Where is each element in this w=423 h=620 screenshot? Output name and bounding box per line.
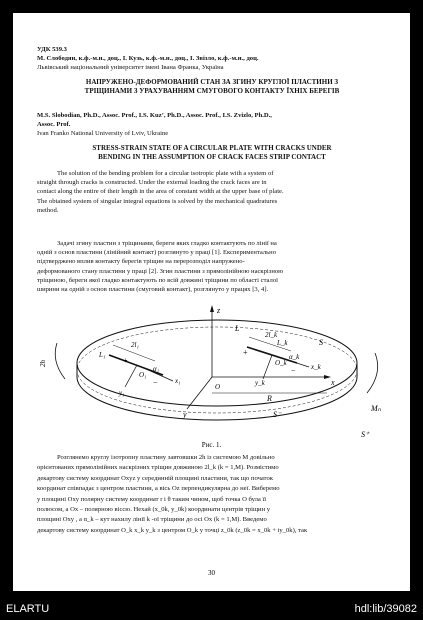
footer-handle-link[interactable]: hdl:lib/39082	[354, 603, 417, 615]
label-Mn: Mₙ	[371, 404, 381, 413]
body-line: орієнтованих прямолінійних наскрізних тріщин довжиною 2l_k (k = 1,M). Розмістимо	[37, 464, 279, 472]
title-english-line-2: BENDING IN THE ASSUMPTION OF CRACK FACES STRIP CONTACT	[98, 153, 326, 161]
title-ukrainian-line-1: НАПРУЖЕНО-ДЕФОРМОВАНИЙ СТАН ЗА ЗГИНУ КРУГЛОЇ ПЛАСТИНИ З	[85, 78, 339, 86]
abstract-line: contact along the entire of their length in the area of constant width at the upper base of plate.	[37, 188, 284, 196]
axis-yk	[263, 355, 272, 379]
abstract-line: straight through cracks is constructed. Under the external loading the crack faces are in	[37, 179, 267, 187]
intro-line: ширини на одній з основ пластини (смуговий контакт), розглянуто у працях [3, 4].	[37, 286, 269, 294]
abstract-line: The obtained system of singular integral equations is solved by the mechanical quadratures	[37, 197, 278, 205]
page-number: 30	[208, 569, 215, 577]
authors-ukrainian: М. Слободян, к.ф.-м.н., доц., І. Кузь, к.ф.-м.н., доц., І. Звізло, к.ф.-м.н., доц.	[37, 55, 259, 62]
footer-left-label: ELARTU	[6, 603, 50, 615]
label-Lk: L_k	[277, 339, 288, 347]
label-R: R	[267, 394, 272, 403]
udk-code: УДК 539.3	[37, 46, 67, 53]
figure-circular-plate	[27, 301, 397, 441]
label-2lk: 2l_k	[265, 331, 278, 339]
figure-caption: Рис. 1.	[201, 441, 222, 449]
document-page	[13, 13, 410, 591]
label-Ok: O_k	[275, 359, 287, 367]
label-alpha1: α₁	[153, 365, 160, 373]
label-S: S	[319, 338, 323, 347]
authors-english-line-1: M.S. Slobodian, Ph.D., Assoc. Prof., I.S. Kuz’, Ph.D., Assoc. Prof., I.S. Zvizlo, Ph.D.,	[37, 112, 272, 119]
label-y1: y₁	[119, 389, 125, 397]
label-L1: L₁	[99, 351, 106, 359]
label-L: L	[235, 324, 240, 333]
affiliation-ukrainian: Львівський національний університет імені Івана Франка, Україна	[37, 64, 224, 71]
label-Splus: S⁺	[361, 430, 370, 439]
axis-x-arrow	[324, 375, 331, 379]
introduction-paragraph	[37, 239, 387, 294]
body-line: декартову систему координат O_k x_k y_k з центром O_k у точці z_0k (z_0k = x_0k + iy_0k), так	[37, 526, 308, 534]
authors-english-line-2: Assoc. Prof.	[37, 121, 71, 128]
label-xk: x_k	[311, 363, 321, 371]
label-plus-k: +	[243, 348, 248, 357]
moment-arrow-right	[367, 353, 378, 393]
label-2h: 2h	[39, 360, 47, 367]
label-minus-1: −	[153, 378, 158, 387]
abstract-line: The solution of the bending problem for a circular isotropic plate with a system of	[57, 170, 274, 177]
body-line: декартову систему координат Oxyz у серединній площині пластини, так що початок	[37, 474, 273, 482]
axis-y1	[125, 365, 137, 387]
body-line: у площині Oxy полярну систему координат r і θ таким чином, щоб точка O була її	[37, 495, 267, 503]
label-alphak: α_k	[289, 353, 300, 361]
intro-line: Задачі згину пластин з тріщинами, береги яких гладко контактують по лінії на	[57, 240, 277, 247]
label-x: x	[331, 378, 335, 387]
abstract	[37, 169, 387, 215]
axis-z-arrow	[210, 305, 214, 312]
body-line: полюсом, а Ox – полярною віссю. Нехай (x_0k, y_0k) координати центрів тріщин у	[37, 506, 271, 514]
axis-y	[187, 377, 212, 409]
label-2l1: 2l₁	[131, 341, 139, 349]
intro-line: деформованого стану пластини у праці [2]. Згин пластини з прямолінійною наскрізною	[37, 267, 284, 275]
label-yk: y_k	[255, 379, 265, 387]
moment-arrow-left	[55, 343, 65, 379]
label-y: y	[183, 410, 187, 419]
label-z: z	[217, 306, 221, 315]
body-paragraph	[37, 453, 387, 536]
intro-line: підтверджено вплив контакту берегів тріщин на перерозподіл напружено-	[37, 258, 245, 266]
label-plus-1: +	[123, 356, 128, 365]
label-O1: O₁	[139, 371, 147, 379]
intro-line: тріщиною, береги якої гладко контактують по всій довжині тріщини по області сталої	[37, 276, 278, 284]
footer-bar	[0, 599, 423, 620]
label-Sminus: S⁻	[273, 410, 282, 419]
label-x1: x₁	[175, 377, 181, 385]
title-ukrainian-line-2: ТРІЩИНАМИ З УРАХУВАННЯМ СМУГОВОГО КОНТАКТУ ЇХНІХ БЕРЕГІВ	[84, 87, 340, 95]
body-line: Розглянемо круглу ізотропну пластину завтовшки 2h із системою M довільно	[57, 454, 275, 461]
body-line: координат співпадає з центром пластини, а вісь Oz перпендикулярна до неї. Виберемо	[37, 485, 280, 493]
label-minus-k: −	[291, 366, 296, 375]
label-O: O	[215, 383, 221, 391]
affiliation-english: Ivan Franko National University of Lviv, Ukraine	[37, 130, 169, 137]
abstract-line: method.	[37, 206, 59, 214]
body-line: площині Oxy , а α_k – кут нахилу лінії k -ої тріщини до осі Ox (k = 1,M). Введемо	[37, 516, 267, 524]
intro-line: одній з основ пластини (лінійний контакт) розглянуто у праці [1]. Експериментально	[37, 249, 277, 257]
title-english-line-1: STRESS-STRAIN STATE OF A CIRCULAR PLATE WITH CRACKS UNDER	[92, 144, 332, 152]
